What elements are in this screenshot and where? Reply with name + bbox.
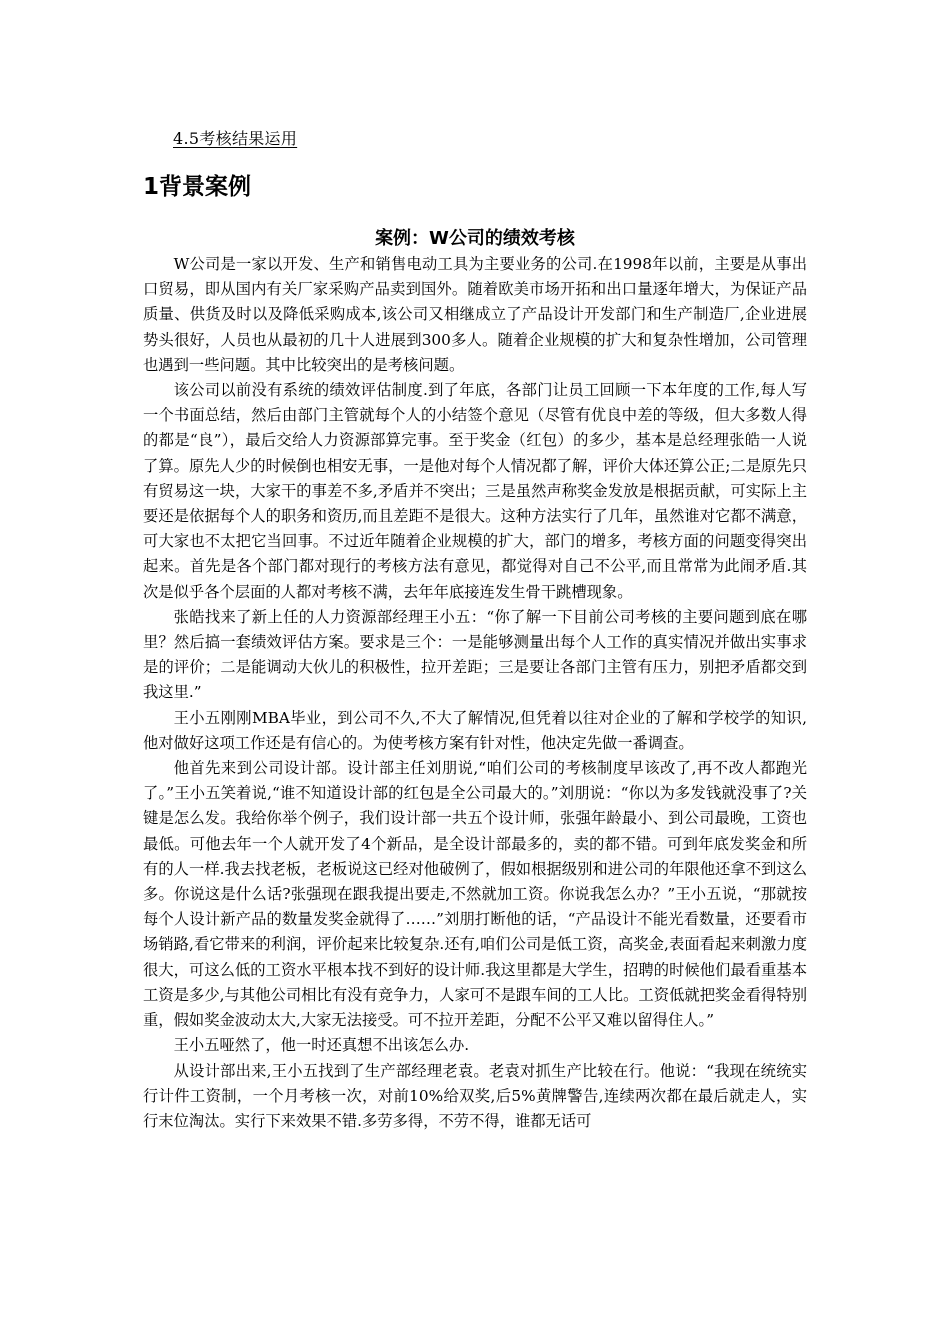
body-text bbox=[143, 252, 807, 1134]
toc-item[interactable]: 4.5考核结果运用 bbox=[173, 129, 298, 148]
case-title: 案例：W公司的绩效考核 bbox=[375, 228, 575, 249]
paragraph: 他首先来到公司设计部。设计部主任刘朋说,“咱们公司的考核制度早该改了,再不改人都跑光了。”王小五笑着说,“谁不知道设计部的红包是全公司最大的。”刘朋说：“你以为多发钱就没事了?关键是怎么发。我给你举个例子，我们设计部一共五个设计师，张强年龄最小、到公司最晚，工资也最低。可他去年一个人就开发了4个新品，是全设计部最多的，卖的都不错。可到年底发奖金和所有的人一样.我去找老板，老板说这已经对他破例了，假如根据级别和进公司的年限他还拿不到这么多。你说这是什么话?张强现在跟我提出要走,不然就加工资。你说我怎么办？”王小五说，“那就按每个人设计新产品的数量发奖金就得了……”刘朋打断他的话，“产品设计不能光看数量，还要看市场销路,看它带来的利润，评价起来比较复杂.还有,咱们公司是低工资，高奖金,表面看起来刺激力度很大，可这么低的工资水平根本找不到好的设计师.我这里都是大学生，招聘的时候他们最看重基本工资是多少,与其他公司相比有没有竞争力，人家可不是跟车间的工人比。工资低就把奖金看得特别重，假如奖金波动太大,大家无法接受。可不拉开差距，分配不公平又难以留得住人。” bbox=[143, 759, 807, 1030]
paragraph: 王小五刚刚MBA毕业，到公司不久,不大了解情况,但凭着以往对企业的了解和学校学的知识,他对做好这项工作还是有信心的。为使考核方案有针对性，他决定先做一番调查。 bbox=[143, 708, 807, 752]
paragraph: 该公司以前没有系统的绩效评估制度.到了年底，各部门让员工回顾一下本年度的工作,每人写一个书面总结，然后由部门主管就每个人的小结签个意见（尽管有优良中差的等级，但大多数人得的都是“良”），最后交给人力资源部算完事。至于奖金（红包）的多少，基本是总经理张皓一人说了算。原先人少的时候倒也相安无事，一是他对每个人情况都了解，评价大体还算公正;二是原先只有贸易这一块，大家干的事差不多,矛盾并不突出；三是虽然声称奖金发放是根据贡献，可实际上主要还是依据每个人的职务和资历,而且差距不是很大。这种方法实行了几年，虽然谁对它都不满意，可大家也不太把它当回事。不过近年随着企业规模的扩大，部门的增多，考核方面的问题变得突出起来。首先是各个部门都对现行的考核方法有意见，都觉得对自己不公平,而且常常为此闹矛盾.其次是似乎各个层面的人都对考核不满，去年年底接连发生骨干跳槽现象。 bbox=[143, 381, 807, 601]
paragraph: 从设计部出来,王小五找到了生产部经理老袁。老袁对抓生产比较在行。他说：“我现在统统实行计件工资制，一个月考核一次，对前10%给双奖,后5%黄牌警告,连续两次都在最后就走人，实行末位淘汰。实行下来效果不错.多劳多得，不劳不得，谁都无话可 bbox=[143, 1061, 807, 1130]
paragraph: 王小五哑然了，他一时还真想不出该怎么办. bbox=[173, 1036, 470, 1055]
paragraph: W公司是一家以开发、生产和销售电动工具为主要业务的公司.在1998年以前，主要是从事出口贸易，即从国内有关厂家采购产品卖到国外。随着欧美市场开拓和出口量逐年增大，为保证产品质量、供货及时以及降低采购成本,该公司又相继成立了产品设计开发部门和生产制造厂,企业进展势头很好，人员也从最初的几十人进展到300多人。随着企业规模的扩大和复杂性增加，公司管理也遇到一些问题。其中比较突出的是考核问题。 bbox=[143, 255, 807, 374]
section-heading: 1背景案例 bbox=[143, 174, 252, 200]
paragraph: 张皓找来了新上任的人力资源部经理王小五：“你了解一下目前公司考核的主要问题到底在哪里？然后搞一套绩效评估方案。要求是三个：一是能够测量出每个人工作的真实情况并做出实事求是的评价；二是能调动大伙儿的积极性，拉开差距；三是要让各部门主管有压力，别把矛盾都交到我这里.” bbox=[143, 607, 807, 702]
